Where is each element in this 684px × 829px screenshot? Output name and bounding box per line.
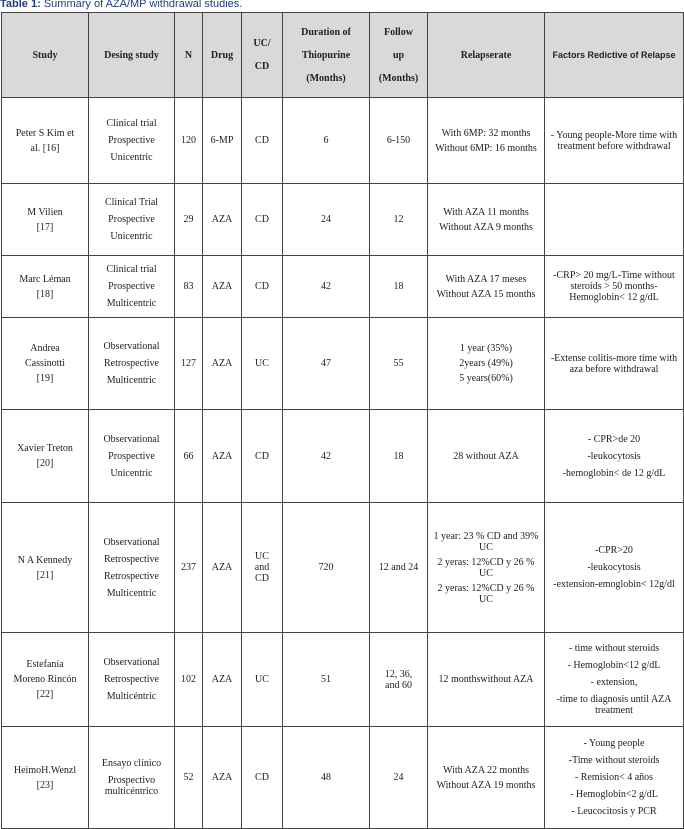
cell-factors	[545, 503, 684, 633]
cell-uccd-line: CD	[255, 214, 269, 225]
cell-uccd-line: CD	[255, 573, 269, 584]
cell-followup	[370, 98, 428, 184]
cell-duration: 47	[283, 318, 370, 410]
cell-followup-line: and 60	[385, 679, 412, 691]
cell-study-line: al. [16]	[30, 142, 60, 154]
cell-design-line: Observational	[103, 433, 160, 445]
cell-followup-line: 55	[393, 358, 404, 369]
cell-factors-line: -time to diagnosis until AZA treatment	[556, 694, 672, 716]
cell-relapse-line: 5 years(60%)	[459, 373, 513, 384]
cell-relapse-line: Without AZA 15 months	[436, 288, 536, 300]
cell-uccd-line: and	[254, 562, 270, 573]
header-study: Study	[2, 13, 89, 98]
table-row	[2, 410, 684, 503]
cell-factors	[545, 318, 684, 410]
cell-study-line: [19]	[36, 373, 54, 384]
cell-study-line: N A Kennedy	[17, 554, 73, 566]
cell-study-line: [17]	[36, 221, 54, 233]
cell-relapse	[428, 98, 545, 184]
cell-design-line: Multicentric	[106, 298, 157, 309]
cell-design-line: Unicentric	[110, 467, 153, 479]
cell-followup	[370, 727, 428, 829]
withdrawal-studies-table	[1, 12, 684, 829]
cell-drug: AZA	[203, 633, 242, 727]
cell-design-line: Unicentric	[110, 152, 153, 163]
header-duration-line: (Months)	[306, 72, 346, 84]
cell-drug: AZA	[203, 318, 242, 410]
cell-relapse	[428, 318, 545, 410]
table-body	[2, 98, 684, 829]
cell-design	[89, 184, 175, 256]
header-row	[2, 13, 684, 98]
cell-uccd-line: UC	[255, 358, 269, 369]
cell-design-line: Retrospective	[104, 553, 159, 565]
cell-uccd	[242, 727, 283, 829]
cell-uccd-line: UC	[255, 674, 269, 685]
header-design: Desing study	[89, 13, 175, 98]
cell-design-line: Clinical Trial	[104, 197, 159, 208]
cell-design-line: Clinical trial	[106, 264, 157, 275]
header-n: N	[175, 13, 203, 98]
cell-uccd-line: CD	[255, 450, 269, 462]
cell-factors-line: -leukocytosis	[587, 562, 641, 573]
cell-study-line: Moreno Rincón	[13, 674, 77, 685]
cell-duration: 42	[283, 256, 370, 318]
cell-relapse	[428, 184, 545, 256]
cell-factors-line: -extension-emoglobin< 12g/dl	[553, 579, 675, 590]
header-followup	[370, 13, 428, 98]
table-row	[2, 256, 684, 318]
cell-relapse-line: Without 6MP: 16 months	[435, 142, 537, 154]
table-row	[2, 503, 684, 633]
cell-factors-line: - time without steroids	[568, 643, 660, 654]
cell-study	[2, 256, 89, 318]
cell-uccd	[242, 184, 283, 256]
caption-label: Table 1:	[0, 0, 41, 10]
cell-factors-line: - Hemoglobin<2 g/dL	[570, 789, 658, 800]
cell-uccd	[242, 98, 283, 184]
cell-followup-line: 12 and 24	[378, 562, 419, 573]
cell-factors	[545, 727, 684, 829]
cell-duration: 6	[283, 98, 370, 184]
header-drug: Drug	[203, 13, 242, 98]
cell-design	[89, 410, 175, 503]
cell-followup-line: 24	[393, 772, 404, 783]
cell-n: 237	[175, 503, 203, 633]
cell-relapse-line: 1 year: 23 % CD and 39% UC	[433, 530, 539, 553]
header-factors: Factors Redictive of Relapse	[545, 13, 684, 98]
cell-relapse	[428, 633, 545, 727]
cell-study-line: Marc Léman	[19, 273, 71, 285]
cell-uccd-line: UC	[255, 551, 269, 562]
cell-design-line: Observational	[103, 657, 160, 668]
cell-drug: 6-MP	[203, 98, 242, 184]
cell-followup	[370, 410, 428, 503]
cell-n: 52	[175, 727, 203, 829]
cell-n: 29	[175, 184, 203, 256]
cell-relapse	[428, 503, 545, 633]
cell-relapse	[428, 256, 545, 318]
cell-study-line: HeimoH.Wenzl	[13, 764, 77, 776]
cell-uccd-line: CD	[255, 772, 269, 783]
cell-design-line: Multicéntric	[106, 691, 157, 702]
header-followup-line: (Months)	[378, 72, 419, 84]
cell-study-line: Andrea	[30, 343, 60, 354]
cell-uccd	[242, 410, 283, 503]
cell-factors-line: -Extense colitis-more time with aza before withdrawal	[550, 352, 678, 375]
table-row	[2, 184, 684, 256]
header-followup-line: Follow	[384, 26, 413, 38]
cell-design-line: Prospectivo multicéntrico	[104, 775, 159, 797]
cell-uccd	[242, 633, 283, 727]
cell-study	[2, 98, 89, 184]
cell-design	[89, 98, 175, 184]
cell-factors-line: - extension,	[590, 677, 638, 688]
cell-factors-line: -leukocytosis	[587, 450, 641, 462]
cell-followup-line: 18	[393, 281, 404, 292]
header-duration	[283, 13, 370, 98]
cell-factors-line: - Leucocitosis y PCR	[571, 806, 657, 817]
cell-study-line: Estefanía	[26, 659, 64, 670]
cell-factors-line: - Hemoglobin<12 g/dL	[567, 660, 661, 671]
cell-relapse-line: 2years (49%)	[459, 358, 513, 369]
cell-study	[2, 318, 89, 410]
cell-n: 83	[175, 256, 203, 318]
cell-duration: 48	[283, 727, 370, 829]
cell-study-line: Cassinotti	[24, 358, 65, 369]
cell-duration: 720	[283, 503, 370, 633]
cell-study	[2, 503, 89, 633]
cell-factors-line: - Remision< 4 años	[574, 772, 654, 783]
cell-study-line: Peter S Kim et	[15, 127, 75, 139]
table-caption	[0, 0, 242, 11]
cell-design-line: Retrospective	[104, 674, 159, 685]
cell-followup	[370, 184, 428, 256]
cell-design	[89, 256, 175, 318]
caption-text: Summary of AZA/MP withdrawal studies.	[43, 0, 243, 10]
cell-duration: 51	[283, 633, 370, 727]
cell-uccd-line: CD	[255, 135, 269, 146]
cell-study-line: [23]	[36, 779, 54, 791]
cell-study-line: Xavier Treton	[17, 443, 73, 454]
cell-design-line: Prospective	[108, 281, 155, 292]
header-uccd-line: CD	[254, 61, 270, 72]
cell-followup-line: 12, 36,	[384, 668, 413, 680]
table-row	[2, 318, 684, 410]
cell-uccd-line: CD	[255, 281, 269, 292]
cell-uccd	[242, 318, 283, 410]
cell-design-line: Retrospective	[104, 358, 159, 369]
cell-relapse	[428, 727, 545, 829]
cell-study	[2, 184, 89, 256]
cell-followup-line: 6-150	[386, 135, 411, 146]
cell-design-line: Prospective	[108, 450, 155, 462]
cell-design-line: Observational	[103, 341, 160, 352]
cell-relapse-line: 1 year (35%)	[459, 343, 513, 354]
header-followup-line: up	[392, 49, 405, 61]
cell-n: 127	[175, 318, 203, 410]
cell-relapse-line: Without AZA 9 months	[439, 221, 533, 233]
table-row	[2, 727, 684, 829]
cell-factors-line: -CRP> 20 mg/L-Time without steroids > 50 months- Hemoglobin< 12 g/dL	[553, 270, 675, 303]
header-duration-line: Thiopurine	[301, 49, 351, 61]
cell-duration: 24	[283, 184, 370, 256]
cell-design-line: Ensayo clínico	[101, 758, 162, 769]
cell-study	[2, 633, 89, 727]
cell-factors-line: - CPR>de 20	[587, 433, 641, 445]
cell-relapse-line: Without AZA 19 months	[436, 779, 536, 791]
cell-study-line: [20]	[36, 458, 54, 469]
cell-study-line: [21]	[36, 569, 54, 581]
cell-uccd	[242, 503, 283, 633]
cell-design-line: Prospective	[108, 214, 155, 225]
cell-factors	[545, 184, 684, 256]
cell-n: 102	[175, 633, 203, 727]
cell-relapse-line: 2 yeras: 12%CD y 26 % UC	[437, 556, 535, 579]
cell-design-line: Clinical trial	[106, 118, 157, 129]
header-uccd-line: UC/	[253, 38, 271, 49]
cell-study-line: M Vilien	[27, 206, 63, 218]
cell-followup	[370, 633, 428, 727]
cell-design-line: Observational	[103, 536, 160, 548]
cell-relapse-line: With AZA 11 months	[443, 206, 529, 218]
cell-relapse	[428, 410, 545, 503]
cell-factors-line: -Time without steroids	[568, 755, 660, 766]
header-relapse: Relapserate	[428, 13, 545, 98]
cell-n: 66	[175, 410, 203, 503]
cell-study-line: [22]	[36, 689, 54, 700]
header-duration-line: Duration of	[301, 26, 351, 38]
table-row	[2, 98, 684, 184]
cell-relapse-line: With AZA 17 meses	[445, 273, 527, 285]
cell-factors-line: -CPR>20	[595, 545, 633, 556]
cell-relapse-line: 28 without AZA	[453, 450, 519, 462]
cell-design	[89, 318, 175, 410]
cell-factors	[545, 256, 684, 318]
cell-factors-line: - Young people	[583, 738, 645, 749]
cell-relapse-line: With 6MP: 32 months	[441, 127, 531, 139]
cell-followup-line: 12	[393, 214, 404, 225]
cell-study	[2, 410, 89, 503]
cell-factors	[545, 98, 684, 184]
cell-factors-line: -hemoglobin< de 12 g/dL	[562, 467, 666, 479]
cell-followup	[370, 503, 428, 633]
cell-design-line: Multicentric	[106, 375, 157, 386]
cell-factors	[545, 633, 684, 727]
cell-design-line: Multicentric	[106, 587, 157, 599]
cell-design-line: Unicentric	[110, 231, 153, 242]
cell-uccd	[242, 256, 283, 318]
table-row	[2, 633, 684, 727]
cell-drug: AZA	[203, 184, 242, 256]
cell-factors-line: - Young people-More time with treatment before withdrawal	[550, 129, 678, 152]
cell-n: 120	[175, 98, 203, 184]
cell-factors	[545, 410, 684, 503]
header-uccd	[242, 13, 283, 98]
cell-drug: AZA	[203, 410, 242, 503]
cell-design	[89, 633, 175, 727]
cell-followup	[370, 256, 428, 318]
cell-followup-line: 18	[393, 450, 404, 462]
cell-drug: AZA	[203, 256, 242, 318]
cell-followup	[370, 318, 428, 410]
cell-design	[89, 503, 175, 633]
cell-duration: 42	[283, 410, 370, 503]
cell-study	[2, 727, 89, 829]
cell-drug: AZA	[203, 727, 242, 829]
cell-design-line: Retrospective	[104, 570, 159, 582]
cell-drug: AZA	[203, 503, 242, 633]
cell-relapse-line: 2 yeras: 12%CD y 26 % UC	[437, 582, 535, 605]
cell-relapse-line: With AZA 22 months	[443, 764, 529, 776]
cell-design	[89, 727, 175, 829]
cell-relapse-line: 12 monthswithout AZA	[438, 674, 534, 685]
cell-study-line: [18]	[36, 288, 54, 300]
cell-design-line: Prospective	[108, 135, 155, 146]
